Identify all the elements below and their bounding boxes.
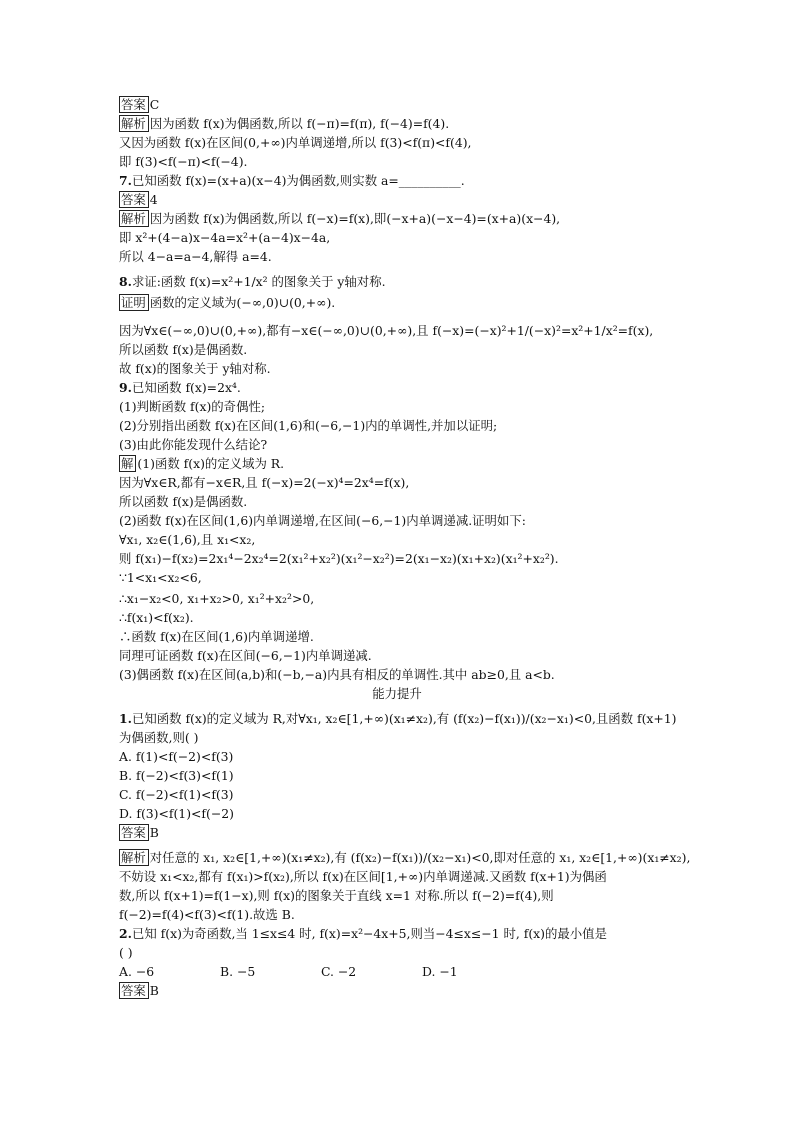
option-a: A. f(1)<f(−2)<f(3) <box>119 749 234 764</box>
answer-row <box>119 191 158 208</box>
question-text: 求证:函数 f(x)=x²+1/x² 的图象关于 y轴对称. <box>131 274 386 289</box>
answer-text: B <box>149 825 159 840</box>
option-c: C. −2 <box>321 964 357 979</box>
proof-line: 所以函数 f(x)是偶函数. <box>119 342 248 357</box>
question-line: ( ) <box>119 945 133 960</box>
question-line: 为偶函数,则( ) <box>119 730 199 745</box>
answer-tag: 答案 <box>119 824 149 841</box>
question-number: 2. <box>119 926 132 941</box>
solution-line: ∴x₁−x₂<0, x₁+x₂>0, x₁²+x₂²>0, <box>119 591 315 606</box>
sub-question: (1)判断函数 f(x)的奇偶性; <box>119 399 266 414</box>
option-b: B. −5 <box>220 964 256 979</box>
analysis-tag: 解析 <box>119 210 149 227</box>
solution-row <box>119 455 284 472</box>
options-row <box>119 963 523 980</box>
answer-row <box>119 96 159 113</box>
answer-text: B <box>149 983 159 998</box>
answer-tag: 答案 <box>119 982 149 999</box>
analysis-row <box>119 849 690 866</box>
option-d: D. f(3)<f(1)<f(−2) <box>119 806 234 821</box>
analysis-line: 所以 4−a=a−4,解得 a=4. <box>119 249 272 264</box>
question-8 <box>119 273 386 290</box>
answer-tag: 答案 <box>119 96 149 113</box>
solution-line: ∴函数 f(x)在区间(1,6)内单调递增. <box>119 629 314 644</box>
question-9 <box>119 379 241 396</box>
proof-tag: 证明 <box>119 294 149 311</box>
problem-1 <box>119 710 677 727</box>
analysis-line: 不妨设 x₁<x₂,都有 f(x₁)>f(x₂),所以 f(x)在区间[1,+∞)内单调递减.又函数 f(x+1)为偶函 <box>119 869 607 884</box>
solution-line: 所以函数 f(x)是偶函数. <box>119 494 248 509</box>
analysis-row <box>119 115 449 132</box>
analysis-line: 数,所以 f(x+1)=f(1−x),则 f(x)的图象关于直线 x=1 对称.所以 f(−2)=f(4),则 <box>119 888 554 903</box>
proof-line: 故 f(x)的图象关于 y轴对称. <box>119 361 271 376</box>
solution-line: 则 f(x₁)−f(x₂)=2x₁⁴−2x₂⁴=2(x₁²+x₂²)(x₁²−x₂²)=2(x₁−x₂)(x₁+x₂)(x₁²+x₂²). <box>119 551 559 566</box>
section-heading: 能力提升 <box>372 686 422 701</box>
proof-line: 因为∀x∈(−∞,0)∪(0,+∞),都有−x∈(−∞,0)∪(0,+∞),且 f(−x)=(−x)²+1/(−x)²=x²+1/x²=f(x), <box>119 323 654 338</box>
option-b: B. f(−2)<f(3)<f(1) <box>119 768 234 783</box>
analysis-line: f(−2)=f(4)<f(3)<f(1).故选 B. <box>119 907 295 922</box>
analysis-text: 对任意的 x₁, x₂∈[1,+∞)(x₁≠x₂),有 (f(x₂)−f(x₁))/(x₂−x₁)<0,即对任意的 x₁, x₂∈[1,+∞)(x₁≠x₂), <box>149 850 691 865</box>
solution-line: 同理可证函数 f(x)在区间(−6,−1)内单调递减. <box>119 648 372 663</box>
solution-line: ∀x₁, x₂∈(1,6),且 x₁<x₂, <box>119 532 256 547</box>
option-c: C. f(−2)<f(1)<f(3) <box>119 787 234 802</box>
analysis-text: 因为函数 f(x)为偶函数,所以 f(−π)=f(π), f(−4)=f(4). <box>149 116 450 131</box>
solution-line: ∵1<x₁<x₂<6, <box>119 570 202 585</box>
question-number: 9. <box>119 380 132 395</box>
question-text: 已知函数 f(x)=2x⁴. <box>131 380 241 395</box>
proof-row <box>119 294 335 311</box>
analysis-row <box>119 210 560 227</box>
answer-row <box>119 824 159 841</box>
analysis-tag: 解析 <box>119 115 149 132</box>
solution-text: (1)函数 f(x)的定义域为 R. <box>137 456 285 471</box>
question-text: 已知 f(x)为奇函数,当 1≤x≤4 时, f(x)=x²−4x+5,则当−4≤x≤−1 时, f(x)的最小值是 <box>131 926 607 941</box>
solution-line: 因为∀x∈R,都有−x∈R,且 f(−x)=2(−x)⁴=2x⁴=f(x), <box>119 475 410 490</box>
answer-text: C <box>149 97 160 112</box>
answer-tag: 答案 <box>119 191 149 208</box>
question-number: 7. <box>119 173 132 188</box>
solution-tag: 解 <box>119 455 136 472</box>
analysis-line: 又因为函数 f(x)在区间(0,+∞)内单调递增,所以 f(3)<f(π)<f(4), <box>119 135 472 150</box>
question-7 <box>119 172 465 189</box>
option-d: D. −1 <box>422 964 458 979</box>
sub-question: (3)由此你能发现什么结论? <box>119 437 268 452</box>
question-text: 已知函数 f(x)=(x+a)(x−4)为偶函数,则实数 a=__________. <box>131 173 465 188</box>
analysis-line: 即 x²+(4−a)x−4a=x²+(a−4)x−4a, <box>119 230 331 245</box>
problem-2 <box>119 925 607 942</box>
question-number: 8. <box>119 274 132 289</box>
option-a: A. −6 <box>119 964 155 979</box>
analysis-text: 因为函数 f(x)为偶函数,所以 f(−x)=f(x),即(−x+a)(−x−4)=(x+a)(x−4), <box>149 211 561 226</box>
solution-line: (2)函数 f(x)在区间(1,6)内单调递增,在区间(−6,−1)内单调递减.证明如下: <box>119 513 526 528</box>
proof-text: 函数的定义域为(−∞,0)∪(0,+∞). <box>149 295 336 310</box>
solution-line: (3)偶函数 f(x)在区间(a,b)和(−b,−a)内具有相反的单调性.其中 ab≥0,且 a<b. <box>119 667 555 682</box>
sub-question: (2)分别指出函数 f(x)在区间(1,6)和(−6,−1)内的单调性,并加以证明; <box>119 418 498 433</box>
analysis-line: 即 f(3)<f(−π)<f(−4). <box>119 154 248 169</box>
question-text: 已知函数 f(x)的定义域为 R,对∀x₁, x₂∈[1,+∞)(x₁≠x₂),有 (f(x₂)−f(x₁))/(x₂−x₁)<0,且函数 f(x+1) <box>131 711 677 726</box>
answer-text: 4 <box>149 192 158 207</box>
answer-row <box>119 982 159 999</box>
solution-line: ∴f(x₁)<f(x₂). <box>119 610 194 625</box>
analysis-tag: 解析 <box>119 849 149 866</box>
question-number: 1. <box>119 711 132 726</box>
